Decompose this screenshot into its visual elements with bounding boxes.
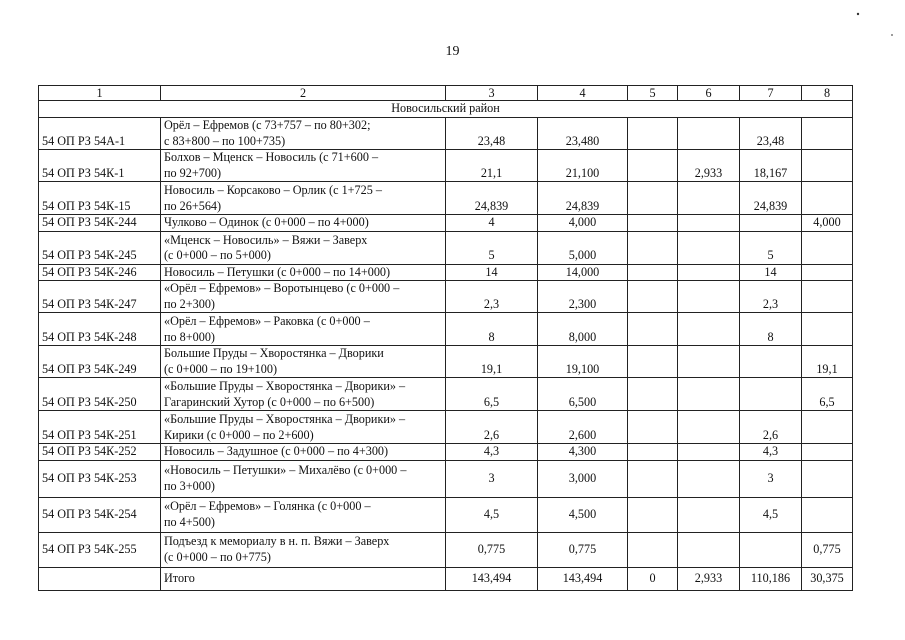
value-c4: 8,000 (538, 313, 628, 346)
column-header: 2 (161, 86, 446, 101)
value-c4: 24,839 (538, 182, 628, 215)
value-c4: 3,000 (538, 460, 628, 497)
value-c8: 4,000 (802, 215, 853, 232)
total-c8: 30,375 (802, 567, 853, 590)
value-c5 (628, 313, 678, 346)
road-name-line: (с 0+000 – по 0+775) (164, 549, 271, 564)
value-c4: 5,000 (538, 231, 628, 264)
table-row (39, 497, 853, 532)
road-name-line: по 8+000) (164, 329, 215, 344)
value-c6 (678, 264, 740, 281)
value-c3: 2,6 (446, 411, 538, 444)
value-c3: 4,5 (446, 497, 538, 532)
road-name-line: Большие Пруды – Хворостянка – Дворики (164, 346, 384, 360)
value-c6 (678, 118, 740, 150)
value-c6 (678, 215, 740, 232)
value-c5 (628, 182, 678, 215)
table-row (39, 215, 853, 232)
road-name-line: «Мценск – Новосиль» – Вяжи – Заверх (164, 232, 368, 247)
value-c7: 2,6 (740, 411, 802, 444)
value-c5 (628, 281, 678, 313)
road-name-line: Новосиль – Петушки (с 0+000 – по 14+000) (164, 264, 391, 279)
value-c7: 5 (740, 231, 802, 264)
table-row (39, 150, 853, 182)
value-c7 (740, 378, 802, 411)
table-row (39, 346, 853, 378)
road-code: 54 ОП РЗ 54К-250 (39, 378, 161, 411)
value-c8: 19,1 (802, 346, 853, 378)
road-name (161, 264, 446, 281)
value-c5 (628, 346, 678, 378)
value-c8 (802, 411, 853, 444)
road-name-line: Гагаринский Хутор (с 0+000 – по 6+500) (164, 394, 375, 409)
value-c4: 19,100 (538, 346, 628, 378)
road-name (161, 215, 446, 232)
roads-table (38, 85, 853, 591)
table-row (39, 532, 853, 567)
value-c6 (678, 532, 740, 567)
value-c5 (628, 497, 678, 532)
table-row (39, 411, 853, 444)
road-name (161, 150, 446, 182)
road-name-line: Новосиль – Корсаково – Орлик (с 1+725 – (164, 183, 382, 197)
column-header: 6 (678, 86, 740, 101)
table-row (39, 378, 853, 411)
column-header: 8 (802, 86, 853, 101)
road-code: 54 ОП РЗ 54А-1 (39, 118, 161, 150)
value-c6 (678, 231, 740, 264)
value-c5 (628, 150, 678, 182)
value-c8 (802, 497, 853, 532)
value-c4: 2,300 (538, 281, 628, 313)
value-c4: 0,775 (538, 532, 628, 567)
value-c3: 4,3 (446, 444, 538, 461)
value-c3: 0,775 (446, 532, 538, 567)
value-c7 (740, 532, 802, 567)
value-c6 (678, 497, 740, 532)
road-name (161, 532, 446, 567)
value-c8 (802, 118, 853, 150)
road-name (161, 182, 446, 215)
road-name-line: с 83+800 – по 100+735) (164, 133, 286, 148)
value-c5 (628, 532, 678, 567)
table-row (39, 313, 853, 346)
value-c6 (678, 346, 740, 378)
scan-speck (891, 34, 893, 36)
road-name (161, 444, 446, 461)
value-c8 (802, 444, 853, 461)
value-c7 (740, 215, 802, 232)
road-code: 54 ОП РЗ 54К-248 (39, 313, 161, 346)
road-name-line: Кирики (с 0+000 – по 2+600) (164, 427, 314, 442)
value-c5 (628, 460, 678, 497)
table-row (39, 118, 853, 150)
value-c7: 14 (740, 264, 802, 281)
road-name (161, 281, 446, 313)
value-c8 (802, 281, 853, 313)
road-name-line: Болхов – Мценск – Новосиль (с 71+600 – (164, 150, 379, 164)
road-name (161, 460, 446, 497)
scan-speck (857, 13, 859, 15)
table-row (39, 460, 853, 497)
value-c5 (628, 411, 678, 444)
road-name-line: «Орёл – Ефремов» – Раковка (с 0+000 – (164, 314, 370, 328)
value-c3: 5 (446, 231, 538, 264)
road-code: 54 ОП РЗ 54К-15 (39, 182, 161, 215)
road-code: 54 ОП РЗ 54К-247 (39, 281, 161, 313)
value-c4: 6,500 (538, 378, 628, 411)
road-name-line: «Орёл – Ефремов» – Голянка (с 0+000 – (164, 499, 371, 513)
district-title: Новосильский район (39, 101, 853, 118)
road-code: 54 ОП РЗ 54К-252 (39, 444, 161, 461)
value-c8 (802, 313, 853, 346)
road-name-line: по 26+564) (164, 198, 222, 213)
value-c4: 23,480 (538, 118, 628, 150)
total-c3: 143,494 (446, 567, 538, 590)
value-c6: 2,933 (678, 150, 740, 182)
value-c6 (678, 460, 740, 497)
value-c8: 6,5 (802, 378, 853, 411)
value-c6 (678, 313, 740, 346)
value-c8 (802, 460, 853, 497)
value-c3: 8 (446, 313, 538, 346)
road-code: 54 ОП РЗ 54К-255 (39, 532, 161, 567)
district-row (39, 101, 853, 118)
value-c5 (628, 118, 678, 150)
value-c4: 21,100 (538, 150, 628, 182)
road-name (161, 231, 446, 264)
total-c7: 110,186 (740, 567, 802, 590)
column-header: 4 (538, 86, 628, 101)
column-header: 5 (628, 86, 678, 101)
road-name-line: «Новосиль – Петушки» – Михалёво (с 0+000 – (164, 463, 407, 477)
value-c4: 14,000 (538, 264, 628, 281)
total-c5: 0 (628, 567, 678, 590)
value-c8 (802, 182, 853, 215)
table-row (39, 264, 853, 281)
value-c3: 21,1 (446, 150, 538, 182)
road-name-line: по 2+300) (164, 296, 215, 311)
road-name (161, 378, 446, 411)
road-name-line: по 4+500) (164, 514, 215, 529)
road-name-line: (с 0+000 – по 19+100) (164, 361, 278, 376)
road-name-line: Подъезд к мемориалу в н. п. Вяжи – Заверх (164, 534, 390, 548)
road-code: 54 ОП РЗ 54К-244 (39, 215, 161, 232)
column-header: 7 (740, 86, 802, 101)
road-code: 54 ОП РЗ 54К-254 (39, 497, 161, 532)
road-code: 54 ОП РЗ 54К-249 (39, 346, 161, 378)
value-c4: 4,500 (538, 497, 628, 532)
column-header: 1 (39, 86, 161, 101)
value-c5 (628, 231, 678, 264)
table-row (39, 231, 853, 264)
road-name (161, 497, 446, 532)
road-code: 54 ОП РЗ 54К-245 (39, 231, 161, 264)
road-code: 54 ОП РЗ 54К-253 (39, 460, 161, 497)
total-c6: 2,933 (678, 567, 740, 590)
road-name-line: по 92+700) (164, 165, 222, 180)
value-c7: 18,167 (740, 150, 802, 182)
value-c8 (802, 264, 853, 281)
total-row (39, 567, 853, 590)
value-c3: 6,5 (446, 378, 538, 411)
total-code-cell (39, 567, 161, 590)
table-row (39, 444, 853, 461)
total-label: Итого (161, 567, 446, 590)
value-c3: 3 (446, 460, 538, 497)
value-c7: 23,48 (740, 118, 802, 150)
road-code: 54 ОП РЗ 54К-251 (39, 411, 161, 444)
road-name-line: Новосиль – Задушное (с 0+000 – по 4+300) (164, 444, 389, 458)
road-name-line: Орёл – Ефремов (с 73+757 – по 80+302; (164, 118, 371, 132)
value-c7: 4,3 (740, 444, 802, 461)
value-c3: 24,839 (446, 182, 538, 215)
value-c6 (678, 281, 740, 313)
road-name (161, 313, 446, 346)
value-c7: 24,839 (740, 182, 802, 215)
value-c5 (628, 444, 678, 461)
road-name-line: «Большие Пруды – Хворостянка – Дворики» – (164, 412, 406, 426)
road-code: 54 ОП РЗ 54К-246 (39, 264, 161, 281)
value-c8 (802, 150, 853, 182)
road-name-line: (с 0+000 – по 5+000) (164, 248, 271, 262)
page-number: 19 (445, 44, 460, 59)
value-c7: 3 (740, 460, 802, 497)
value-c8 (802, 231, 853, 264)
value-c8: 0,775 (802, 532, 853, 567)
road-code: 54 ОП РЗ 54К-1 (39, 150, 161, 182)
road-name (161, 346, 446, 378)
value-c3: 2,3 (446, 281, 538, 313)
column-header: 3 (446, 86, 538, 101)
value-c6 (678, 444, 740, 461)
value-c3: 23,48 (446, 118, 538, 150)
value-c7: 2,3 (740, 281, 802, 313)
road-name (161, 118, 446, 150)
value-c6 (678, 182, 740, 215)
value-c6 (678, 378, 740, 411)
value-c4: 4,300 (538, 444, 628, 461)
table-row (39, 182, 853, 215)
value-c5 (628, 215, 678, 232)
road-name-line: Чулково – Одинок (с 0+000 – по 4+000) (164, 215, 369, 229)
value-c5 (628, 264, 678, 281)
total-c4: 143,494 (538, 567, 628, 590)
value-c5 (628, 378, 678, 411)
value-c3: 14 (446, 264, 538, 281)
road-name-line: «Орёл – Ефремов» – Воротынцево (с 0+000 – (164, 281, 400, 295)
value-c7: 4,5 (740, 497, 802, 532)
road-name-line: по 3+000) (164, 478, 215, 493)
value-c4: 2,600 (538, 411, 628, 444)
value-c3: 19,1 (446, 346, 538, 378)
road-name (161, 411, 446, 444)
table-row (39, 281, 853, 313)
value-c7 (740, 346, 802, 378)
value-c3: 4 (446, 215, 538, 232)
header-row (39, 86, 853, 101)
road-name-line: «Большие Пруды – Хворостянка – Дворики» – (164, 379, 406, 393)
value-c4: 4,000 (538, 215, 628, 232)
value-c7: 8 (740, 313, 802, 346)
value-c6 (678, 411, 740, 444)
